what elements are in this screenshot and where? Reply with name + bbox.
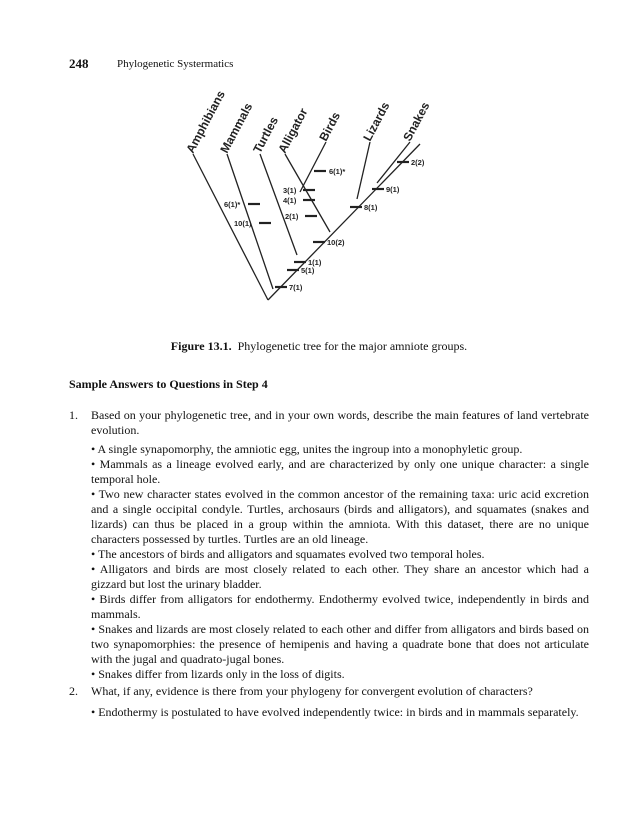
answer-item: • A single synapomorphy, the amniotic egg, unites the ingroup into a monophyletic group.: [91, 442, 523, 456]
question-2: [69, 684, 589, 699]
character-label: 4(1): [283, 196, 297, 205]
taxon-label: Turtles: [250, 114, 282, 156]
answer-list-2: [91, 705, 589, 720]
character-label: 8(1): [364, 203, 378, 212]
answer-item: • Snakes differ from lizards only in the loss of digits.: [91, 667, 345, 681]
taxon-label: Birds: [316, 109, 344, 144]
character-label: 10(2): [327, 238, 345, 247]
answer-item: • The ancestors of birds and alligators and squamates evolved two temporal holes.: [91, 547, 485, 561]
answer-item: • Snakes and lizards are most closely related to each other and differ from alligators and birds based on two synapomorphies: the presence of hemipenis and having a quadrate bone that does not articulate with the jugal and quadrato-jugal bones.: [91, 622, 589, 666]
question-number: 1.: [69, 408, 78, 422]
taxon-label: Lizards: [360, 99, 393, 144]
answer-item: • Birds differ from alligators for endothermy. Endothermy evolved twice, independently in birds and mammals.: [91, 592, 589, 621]
page-header: [69, 56, 589, 74]
question-1: [69, 408, 589, 438]
taxon-labels: [183, 88, 432, 155]
taxon-label: Mammals: [217, 100, 256, 156]
phylogenetic-tree-figure: [170, 82, 470, 330]
branch-lizards: [357, 142, 370, 199]
section-title: Sample Answers to Questions in Step 4: [69, 377, 268, 391]
caption-label: Figure 13.1.: [170, 339, 232, 353]
character-label: 9(1): [386, 185, 400, 194]
tree-branches: [193, 142, 420, 300]
question-text: What, if any, evidence is there from your phylogeny for convergent evolution of characters?: [91, 684, 533, 698]
question-number: 2.: [69, 684, 78, 698]
tree-diagram: [170, 82, 470, 330]
figure-caption: [0, 339, 638, 354]
running-title: Phylogenetic Systermatics: [117, 58, 234, 70]
character-label: 5(1): [301, 266, 315, 275]
character-label: 1(1): [308, 258, 322, 267]
character-label: 2(2): [411, 158, 425, 167]
character-label: 2(1): [285, 212, 299, 221]
character-label: 7(1): [289, 283, 303, 292]
answer-item: • Mammals as a lineage evolved early, and are characterized by only one unique character: a single temporal hole.: [91, 457, 589, 486]
answer-item: • Alligators and birds are most closely related to each other. They share an ancestor which had a gizzard but lost the urinary bladder.: [91, 562, 589, 591]
caption-text: Phylogenetic tree for the major amniote groups.: [237, 339, 468, 353]
question-text: Based on your phylogenetic tree, and in your own words, describe the main features of land vertebrate evolution.: [91, 408, 589, 437]
character-label: 10(1): [234, 219, 252, 228]
branch-birds: [300, 142, 326, 192]
taxon-label: Amphibians: [183, 88, 228, 156]
branch-amphibians: [193, 154, 268, 300]
character-label: 6(1)*: [329, 167, 346, 176]
taxon-label: Alligator: [275, 105, 311, 156]
answer-list-1: [91, 442, 589, 682]
answer-item: • Two new character states evolved in the common ancestor of the remaining taxa: uric acid excretion and a single occipital condyle. Turtles, archosaurs (birds and alligators), and squamates (snakes and lizards) can thus be placed in a group within the amniota. With this dataset, there are no unique characters possessed by turtles. Turtles are an old lineage.: [91, 487, 589, 546]
answer-item: • Endothermy is postulated to have evolved independently twice: in birds and in mammals separately.: [91, 705, 579, 719]
character-label: 3(1): [283, 186, 297, 195]
page-number: 248: [69, 56, 89, 71]
taxon-label: Snakes: [400, 99, 433, 144]
character-label: 6(1)*: [224, 200, 241, 209]
